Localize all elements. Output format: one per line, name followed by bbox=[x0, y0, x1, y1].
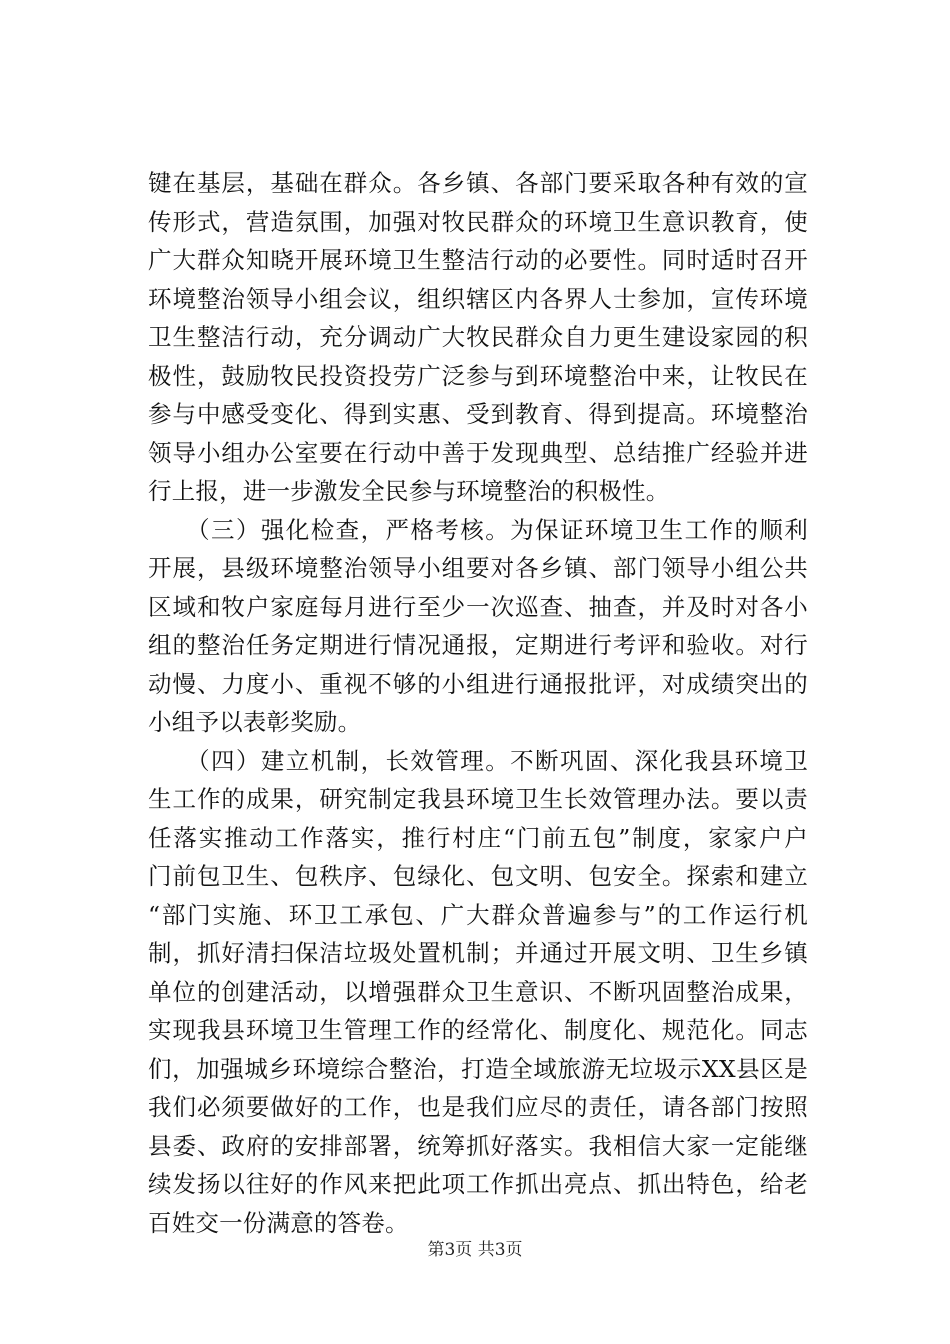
text-line: 卫生整洁行动，充分调动广大牧民群众自力更生建设家园的积 bbox=[148, 323, 808, 351]
text-line: 开展，县级环境整治领导小组要对各乡镇、部门领导小组公共 bbox=[148, 554, 808, 582]
text-line: 动慢、力度小、重视不够的小组进行通报批评，对成绩突出的 bbox=[148, 669, 808, 698]
text-line: 小组予以表彰奖励。 bbox=[148, 708, 362, 736]
text-line: 我们必须要做好的工作，也是我们应尽的责任，请各部门按照 bbox=[148, 1093, 808, 1121]
text-line: 广大群众知晓开展环境卫生整洁行动的必要性。同时适时召开 bbox=[148, 246, 808, 274]
text-line: 门前包卫生、包秩序、包绿化、包文明、包安全。探索和建立 bbox=[148, 862, 808, 890]
text-line: “部门实施、环卫工承包、广大群众普遍参与”的工作运行机 bbox=[148, 900, 808, 929]
text-line: 参与中感受变化、得到实惠、受到教育、得到提高。环境整治 bbox=[148, 400, 808, 428]
text-line: 行上报，进一步激发全民参与环境整治的积极性。 bbox=[148, 477, 670, 505]
text-line: 单位的创建活动，以增强群众卫生意识、不断巩固整治成果， bbox=[148, 977, 808, 1006]
text-line: 键在基层，基础在群众。各乡镇、各部门要采取各种有效的宣 bbox=[148, 169, 808, 197]
page-footer: 第3页 共3页 bbox=[427, 1240, 523, 1260]
text-line: 们，加强城乡环境综合整治，打造全域旅游无垃圾示XX县区是 bbox=[148, 1054, 808, 1083]
text-line: （四）建立机制，长效管理。不断巩固、深化我县环境卫 bbox=[148, 746, 808, 775]
text-line: 实现我县环境卫生管理工作的经常化、制度化、规范化。同志 bbox=[148, 1016, 808, 1044]
text-line: 区域和牧户家庭每月进行至少一次巡查、抽查，并及时对各小 bbox=[148, 592, 808, 621]
text-line: 组的整治任务定期进行情况通报，定期进行考评和验收。对行 bbox=[148, 631, 808, 659]
text-line: 环境整治领导小组会议，组织辖区内各界人士参加，宣传环境 bbox=[148, 284, 808, 313]
text-line: （三）强化检查，严格考核。为保证环境卫生工作的顺利 bbox=[148, 515, 808, 544]
text-line: 领导小组办公室要在行动中善于发现典型、总结推广经验并进 bbox=[148, 438, 808, 467]
text-line: 制，抓好清扫保洁垃圾处置机制；并通过开展文明、卫生乡镇 bbox=[148, 939, 808, 967]
body-text bbox=[148, 164, 808, 1242]
text-line: 百姓交一份满意的答卷。 bbox=[148, 1208, 409, 1237]
text-line: 传形式，营造氛围，加强对牧民群众的环境卫生意识教育，使 bbox=[148, 207, 808, 236]
text-line: 极性，鼓励牧民投资投劳广泛参与到环境整治中来，让牧民在 bbox=[148, 361, 808, 390]
text-line: 县委、政府的安排部署，统筹抓好落实。我相信大家一定能继 bbox=[148, 1131, 808, 1160]
text-line: 生工作的成果，研究制定我县环境卫生长效管理办法。要以责 bbox=[148, 785, 808, 813]
text-line: 续发扬以往好的作风来把此项工作抓出亮点、抓出特色，给老 bbox=[148, 1170, 808, 1198]
text-line: 任落实推动工作落实，推行村庄“门前五包”制度，家家户户 bbox=[148, 823, 808, 852]
